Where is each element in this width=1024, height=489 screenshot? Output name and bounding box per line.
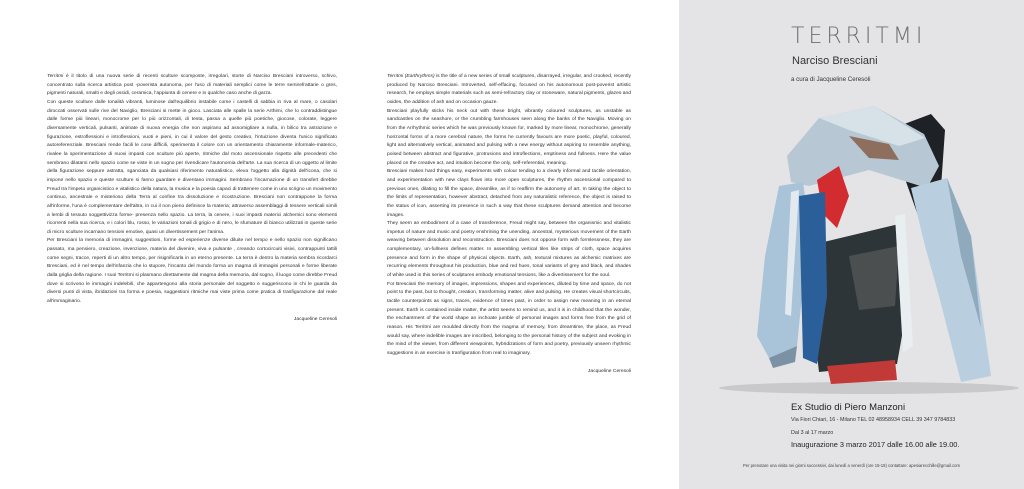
venue-name: Ex Studio di Piero Manzoni [791,402,906,413]
italian-paragraph-2: Con queste sculture dalle tonalità vibranti, luminose dall'equilibrio instabile come i castelli di sabbia in riva al mare, o casolari diroccati osservati sulle rive del Naviglio, Bresciani si mette in gioco. Lasciata alle spalle la serie Arthimi, che lo contraddistingue dalle forme più lineari, monocrome per lo più orizzontali, di testa, passa a quelle più poetiche, giocose, colorate, leggere diversamente verticali, pulsanti, animate di nuova energia che non aspirano ad assomigliare a nulla, in bilico tra astrazione e figurazione, estroflessioni e introflessioni, vuoti e pieni, in cui il valore del gesto creativo, l'intuizione diventa l'unico significato autoreferenziale. Bresciani rende facili le cose difficili, sperimenta il colore con un orientamento chiaramente informale-materico, rivalee la sperimentazione di nuovi impasti con sculture più aperte, ritmiche dal moto ascensionale rispetto alle precedenti che sembrano dilatarsi nello spazio come se viste in un sogno per rivendicare l'autonomia dell'arte. La sua ricerca di un oggetto al limite della figurazione seppure astratta, sganciata da qualsiasi riferimento naturalistico, eleva l'oggetto alla dignità dell'icona, che si impone nello spazio e queste sculture si fanno guardare e diventano immagini. Sembrano l'incarnazione di un transfert direbbe Freud tra l'impeto organicistico e vitalistico della natura, la musica e la poesia capaci di trattenere come in uno scrigno un movimento continuo, ancestrale e misterioso della Terra al confine tra dissoluzione e ricostruzione. Bresciani non contrappone la forma all'informe, l'una è complementare dell'altra, in cui il non pieno definisce la materia; attraverso assemblaggi di tessere verticali simili a lembi di tessuto soggettivizza forme- presenza nello spazio. La terra, la cenere, i suoi impasti materici alchemici sono elementi ricorrenti nella sua ricerca, e i colori blu, rosso, le variazioni tonali di grigio e di nero, le sfumature di bianco utilizzati in queste serie di micro sculture incarnano tensioni emotive, quasi un divertissement per l'anima. [47,99,337,235]
english-lead-title: Territmi (Earthrythms) [387,74,435,79]
english-paragraph-5: For Bresciani the memory of images, impressions, shapes and experiences, diluted by time and space, do not point to the past, but to thought, creation, transforming matter, alive and pulsing. He creates visual shortcircuits, tactile counterpoints as signs, traces, evidence of times past, in order to assign new meaning in an eternal present. Earth is contained inside matter, the artist seems to remind us, and it is in childhood that the wonder, the enchantment of the world shape an inchoate jumble of personal images and forms free from the grid of reason. His Territmi are moulded directly from the magma of memory, from dreamtime, the place, as Freud would say, where indelible images are inscribed, belonging to the personal history of the subject and evoking in the mind of the viewer, from different viewpoints, hybridizations of form and poetry, previously unseen rhythmic suggestions in an exercise in tranfiguration from real to imaginary. [387,281,631,356]
exhibition-dates: Dal 3 al 17 marzo [791,430,834,436]
english-paragraph-3: Bresciani makes hard things easy, experiments with colour tending to a clearly informal and tactile orientation, and experimentation with new clays flows into more open sculptures, the rhythm ascensional compared to previous ones, dilating to fill the space, dreamlike, as if to reaffirm the autonomy of art. In taking the object to the limits of representation, however abstract, detached from any naturalistic reference, the object is raised to the status of icon, asserting its presence in such a way that these sculptures demand attention and become images. [387,169,631,218]
venue-address: Via Fiori Chiari, 16 - Milano TEL 02 48958934 CELL 39 347 9784833 [791,417,956,423]
english-text-column [387,73,631,376]
booking-note: Per prenotare una visita nei giorni successivi, dai lunedì a venerdì (ore 15-18) contattare: apesiarecchille@gmail.com [743,463,960,468]
italian-lead-title: Territmi [47,74,64,79]
english-signature: Jacqueline Ceresoli [587,368,631,374]
exhibition-title: TERRITMI [791,24,927,49]
italian-text-column [47,73,337,324]
italian-paragraph-1-text: è il titolo di una nuova serie di recenti sculture scomposte, irregolari, storte di Narciso Bresciani introverso, schivo, concentrato sulla ricerca artistica post -poverista autonoma, per l'uso di materiali semplici come le terre semirefrattarie o gres, pigmenti naturali, smalti e degli ossidi, ceramica, l'appiunta di cenere e in qualche caso anche di garza. [47,74,337,97]
italian-paragraph-3: Per Bresciani la memoria di immagini, suggestioni, forme ed esperienze diverse diluite nel tempo e nello spazio non significano passato, ma pensiero, creazione, invenzione, materia del divenire, viva e pulsante , creando cortocircuiti visivi, contrappunti tattili come segni, tracce, reperti di un altro tempo, per risignificarla in un eterno presente. La terra è dentro la materia sembra ricordarci Bresciani, ed è nel tempo dell'infanzia che lo stupore, l'incanto del mondo forma un magma di immagini personali e forme liberate dalla griglia della ragione. I suoi Territmi si plasmano direttamente dal magma della memoria, dal sogno, il luogo come direbbe Freud dove si scrivono le immagini indelebili, che appartengono alla storia personale del soggetto e suggeriscono in chi le guarda da diversi punti di vista, ibridazioni tra forma e poesia, suggestioni ritmiche mai viste prima come pratica di trasfigurazione dal reale all'immaginario. [47,238,337,305]
english-paragraph-4: They seem an embodiment of a case of transference, Freud might say, between the organismic and vitalistic impetus of nature and music and poetry enshrining the unending, ancestral, mysterious movement of the Earth weaving between dissolution and reconstruction. Bresciani does not oppose form with formlessness, they are complementary, un-fullness defines matter. In assembling vertical tiles like strips of cloth, space acquires presence and form in the shape of physical objects. Earth, ash, textural mixtures as alchemic matrixes are recurring elements throughout his production, blue and red hues, tonal variants of grey and black, and shades of white used in this series of sculptures embody emotional tensions, like a divertissement for the soul. [387,221,631,279]
italian-signature: Jacqueline Ceresoli [293,316,337,322]
english-paragraph-1 [387,73,631,108]
cover-panel [679,0,1024,489]
english-paragraph-2: Bresciani playfully sticks his neck out with these bright, vibrantly coloured sculptures, as unstable as sandcastles on the seashore, or the crumbling farmhouses seen along the banks of the Naviglio. Moving on from the Arrhythmic series which he was previously known for, marked by more linear, monochrome, generally horizontal forms of a more cerebral nature, the forms he currently favours are more poetic, playful, coloured, light and alternatively vertical, animated and pulsing with a new energy without aspiring to resemble anything, poised between abstract and figurative, protrusions and introflections, emptiness and fullness. Here the value placed on the creative act, and intuition become the only, self-referential, meaning. [387,108,631,166]
artist-name: Narciso Bresciani [792,55,878,67]
curator-credit: a cura di Jacqueline Ceresoli [791,76,871,83]
opening-info: Inaugurazione 3 marzo 2017 dalle 16.00 alle 19.00. [791,440,960,449]
english-paragraph-1-text: is the title of a new series of small sculptures, disarrayed, irregular, and crooked, recently produced by Narciso Bresciani. Introverted, self-effacing, focused on his autonomous post-poverist artistic research, he employs simple materials such as semi-refractory clay or stoneware, natural pigments, glazes and oxides, the addition of ash and on occasion gauze. [387,74,631,105]
italian-paragraph-1 [47,73,337,99]
sculpture-photo [699,96,1019,396]
